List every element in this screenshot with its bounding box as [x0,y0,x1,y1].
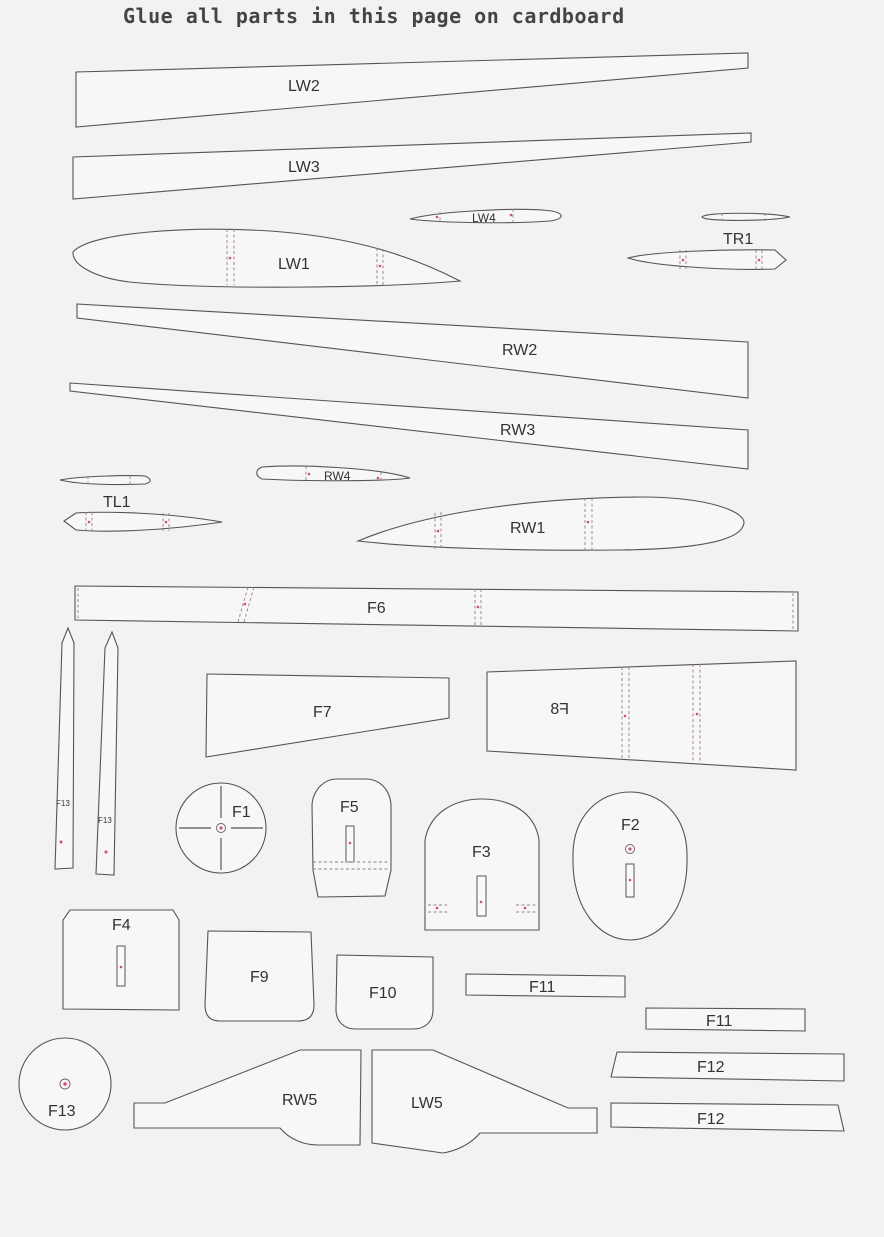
part-f4-label: F4 [112,917,131,934]
part-tl1 [64,494,222,531]
part-f11-b [646,1008,805,1031]
part-lw1 [73,229,460,287]
part-f13-strip-a [55,628,74,869]
part-f7-label: F7 [313,704,332,721]
part-f10 [336,955,433,1029]
part-f9-label: F9 [250,969,269,986]
part-tr1-label: TR1 [723,231,754,248]
part-f13-strip-b [96,632,118,875]
part-f5-label: F5 [340,799,359,816]
part-f1-label: F1 [232,804,251,821]
part-f11-a [466,974,625,997]
part-lw5-label: LW5 [411,1095,443,1112]
part-f11-b-label: F11 [706,1013,733,1030]
part-tr1 [628,231,786,270]
part-tl1-label: TL1 [103,494,131,511]
part-f10-label: F10 [369,985,397,1002]
part-tr1-strip [702,213,790,221]
part-rw2 [77,304,748,398]
part-f9 [205,931,314,1021]
part-f2-label: F2 [621,817,640,834]
part-rw4 [257,466,410,483]
part-lw2-label: LW2 [288,78,320,95]
part-rw3 [70,383,748,469]
part-f6-label: F6 [367,600,386,617]
part-lw5 [372,1050,597,1153]
part-f12-a [611,1052,844,1081]
part-f3-label: F3 [472,844,491,861]
part-f8 [487,661,796,770]
part-f5 [312,779,391,897]
part-f7 [206,674,449,757]
part-f13-disc-label: F13 [48,1103,76,1120]
part-f3 [425,799,539,930]
part-f11-a-label: F11 [529,979,556,996]
part-f8-label: F8 [550,701,569,718]
part-rw4-label: RW4 [324,469,351,483]
part-lw4 [410,209,561,225]
part-f6 [75,586,798,631]
part-lw3 [73,133,751,199]
part-rw5-label: RW5 [282,1092,318,1109]
part-f1 [176,783,266,873]
part-lw4-label: LW4 [472,211,496,225]
part-f13-strip-a-label: F13 [56,799,70,808]
part-rw2-label: RW2 [502,342,538,359]
part-rw3-label: RW3 [500,422,536,439]
part-f4 [63,910,179,1010]
part-f2 [573,792,687,940]
part-rw5 [134,1050,361,1145]
part-f13-strip-b-label: F13 [98,816,112,825]
part-lw2 [76,53,748,127]
part-f12-b-label: F12 [697,1111,725,1128]
part-rw1-label: RW1 [510,520,546,537]
part-f13-disc [19,1038,111,1130]
page-title: Glue all parts in this page on cardboard [123,4,625,28]
part-tl1-strip [60,476,150,485]
part-f12-b [611,1103,844,1131]
part-rw1 [358,497,744,551]
part-lw1-label: LW1 [278,256,310,273]
part-lw3-label: LW3 [288,159,320,176]
part-f12-a-label: F12 [697,1059,725,1076]
